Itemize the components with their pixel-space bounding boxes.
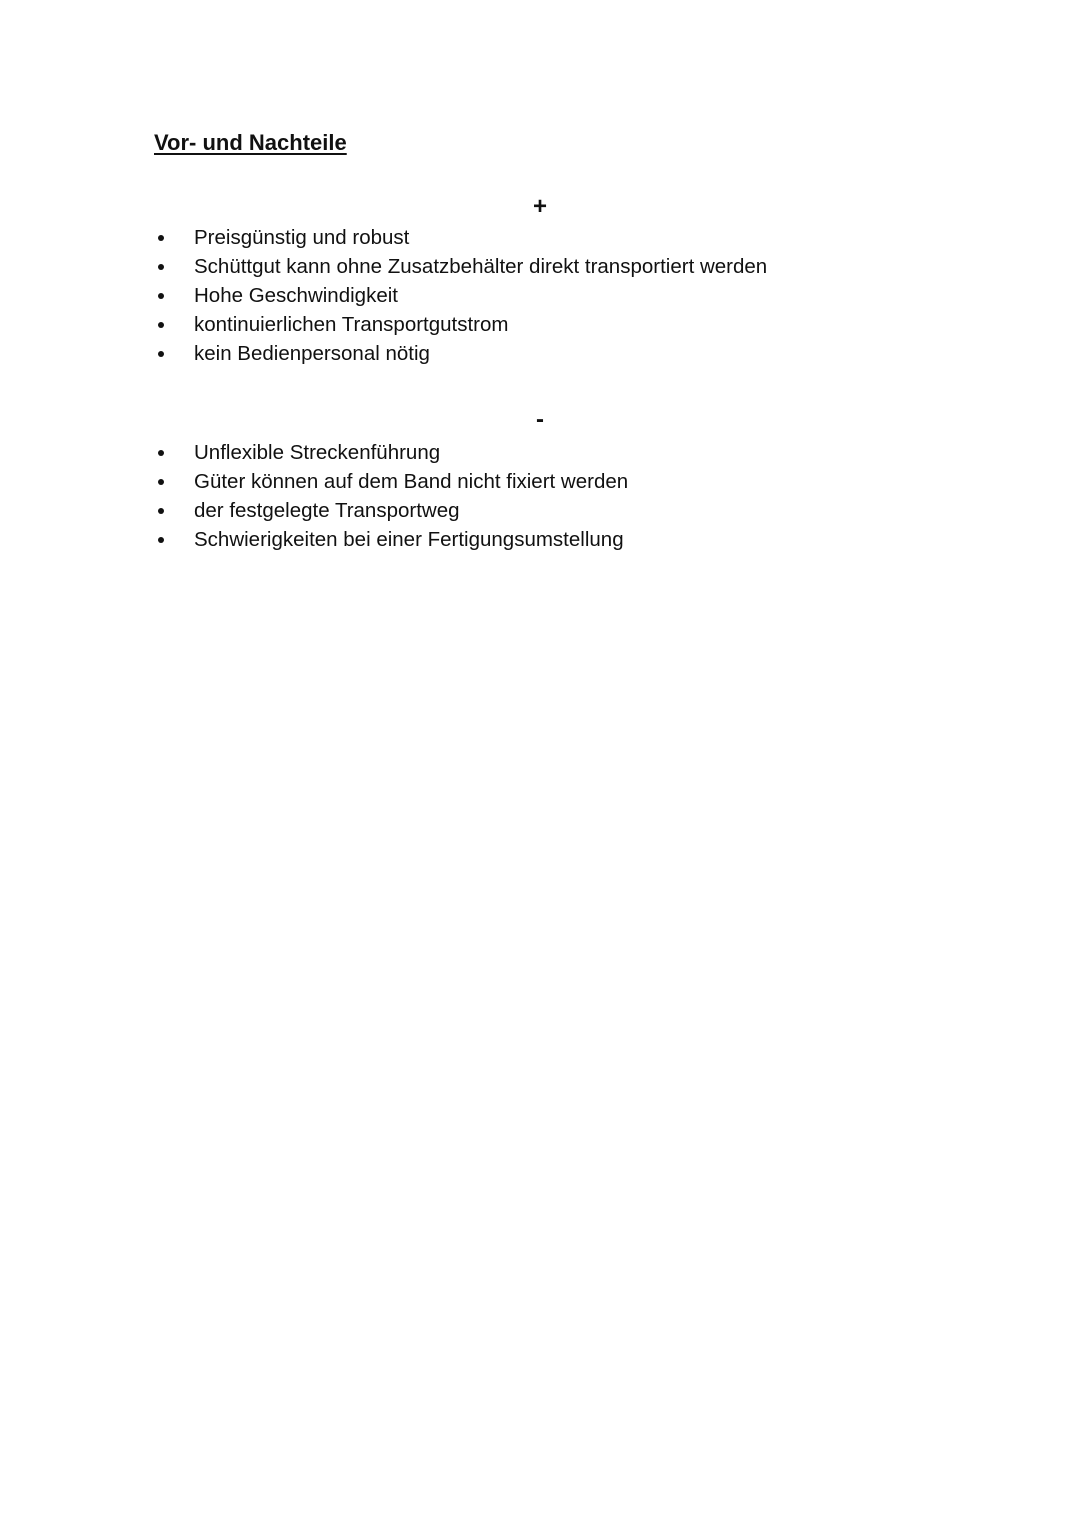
page-title: Vor- und Nachteile: [154, 130, 347, 155]
bullet-icon: [158, 508, 164, 514]
pros-symbol: +: [532, 193, 547, 220]
list-item-text: Güter können auf dem Band nicht fixiert werden: [194, 470, 629, 493]
bullet-icon: [158, 537, 164, 543]
list-item-text: der festgelegte Transportweg: [194, 499, 460, 522]
list-item-text: kein Bedienpersonal nötig: [194, 342, 430, 365]
bullet-icon: [158, 293, 164, 299]
bullet-icon: [158, 351, 164, 357]
bullet-icon: [158, 235, 164, 241]
bullet-icon: [158, 479, 164, 485]
list-item-text: Schwierigkeiten bei einer Fertigungsumstellung: [194, 528, 624, 551]
list-item-text: Hohe Geschwindigkeit: [194, 284, 398, 307]
list-item-text: Preisgünstig und robust: [194, 226, 410, 249]
list-item-text: Unflexible Streckenführung: [194, 441, 441, 464]
bullet-icon: [158, 264, 164, 270]
cons-symbol: -: [536, 406, 544, 433]
bullet-icon: [158, 322, 164, 328]
bullet-icon: [158, 450, 164, 456]
list-item-text: Schüttgut kann ohne Zusatzbehälter direkt transportiert werden: [194, 255, 768, 278]
list-item-text: kontinuierlichen Transportgutstrom: [194, 313, 509, 336]
